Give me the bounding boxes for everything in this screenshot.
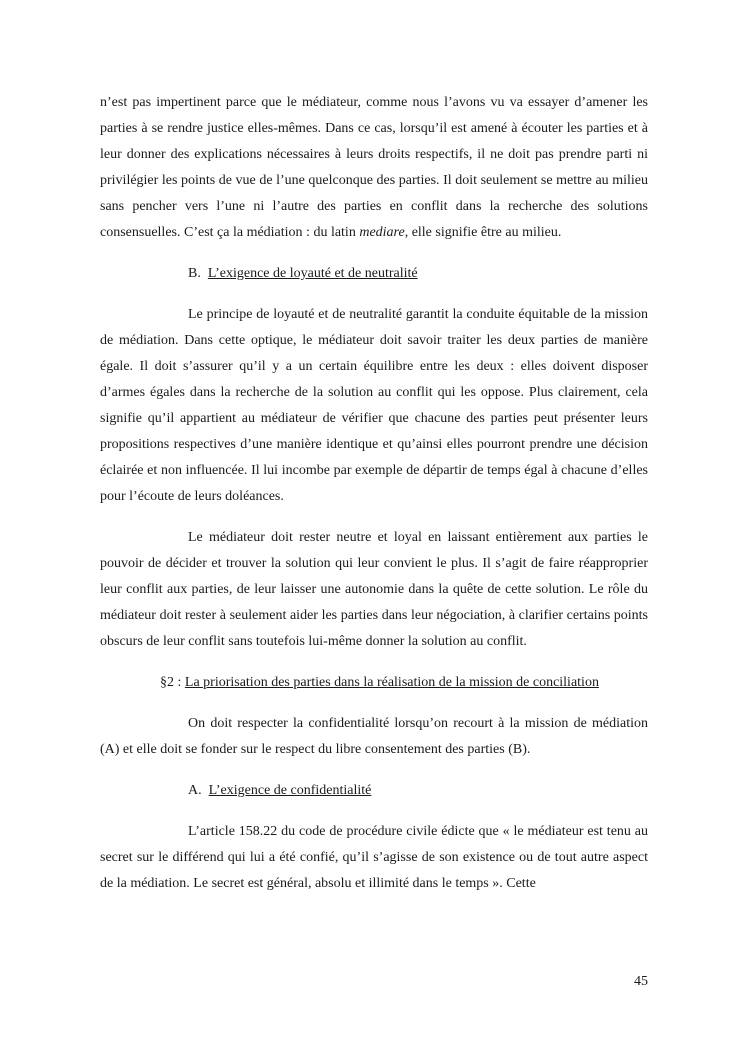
heading-b-title: L’exigence de loyauté et de neutralité (207, 266, 418, 281)
paragraph-loyaute-2: Le médiateur doit rester neutre et loyal en laissant entièrement aux parties le pouvoir de décider et trouver la solution qui leur convient le plus. Il s’agit de faire réapproprier leur conflit aux parties, de leur laisser une autonomie dans la quête de cette solution. Le rôle du médiateur doit rester à seulement aider les parties dans leur négociation, à clarifier certains points obscurs de leur conflit sans toutefois lui-même donner la solution au conflit. (100, 530, 648, 649)
heading-loyaute-neutralite (100, 261, 648, 287)
paragraph-intro-italic: mediare (359, 225, 405, 240)
section-heading-priorisation (100, 670, 648, 696)
paragraph-intro (100, 90, 648, 246)
paragraph-intro-text-b: , elle signifie être au milieu. (404, 225, 562, 240)
paragraph-loyaute-1: Le principe de loyauté et de neutralité garantit la conduite équitable de la mission de médiation. Dans cette optique, le médiateur doit savoir traiter les deux parties de manière égale. Il doit s’assurer qu’il y a un certain équilibre entre les deux : elles doivent disposer d’armes égales dans la recherche de la solution au conflit qui les oppose. Plus clairement, cela signifie qu’il appartient au médiateur de vérifier que chacune des parties peut présenter leurs propositions respectives d’une manière identique et qu’ainsi elles pourront prendre une décision éclairée et non influencée. Il lui incombe par exemple de départir de temps égal à chacune d’elles pour l’écoute de leurs doléances. (100, 307, 648, 504)
paragraph-confidentialite: L’article 158.22 du code de procédure civile édicte que « le médiateur est tenu au secret sur le différend qui lui a été confié, qu’il s’agisse de son existence ou de tout autre aspect de la médiation. Le secret est général, absolu et illimité dans le temps ». Cette (100, 824, 648, 891)
paragraph-section-intro: On doit respecter la confidentialité lorsqu’on recourt à la mission de médiation (A) et elle doit se fonder sur le respect du libre consentement des parties (B). (100, 716, 648, 757)
heading-confidentialite (100, 778, 648, 804)
document-page (100, 90, 648, 897)
paragraph-intro-text-a: n’est pas impertinent parce que le médiateur, comme nous l’avons vu va essayer d’amener les parties à se rendre justice elles-mêmes. Dans ce cas, lorsqu’il est amené à écouter les parties et à leur donner des explications nécessaires à leurs droits respectifs, il ne doit pas prendre parti ni privilégier les points de vue de l’une quelconque des parties. Il doit seulement se mettre au milieu sans pencher vers l’une ni l’autre des parties en conflit dans la recherche des solutions consensuelles. C’est ça la médiation : du latin (100, 95, 648, 240)
heading-a-title: L’exigence de confidentialité (208, 783, 372, 798)
heading-b-letter: B. (188, 266, 201, 281)
section-number: §2 : (160, 675, 182, 690)
heading-a-letter: A. (188, 783, 202, 798)
page-number: 45 (634, 974, 648, 989)
section-title: La priorisation des parties dans la réalisation de la mission de conciliation (184, 675, 599, 690)
